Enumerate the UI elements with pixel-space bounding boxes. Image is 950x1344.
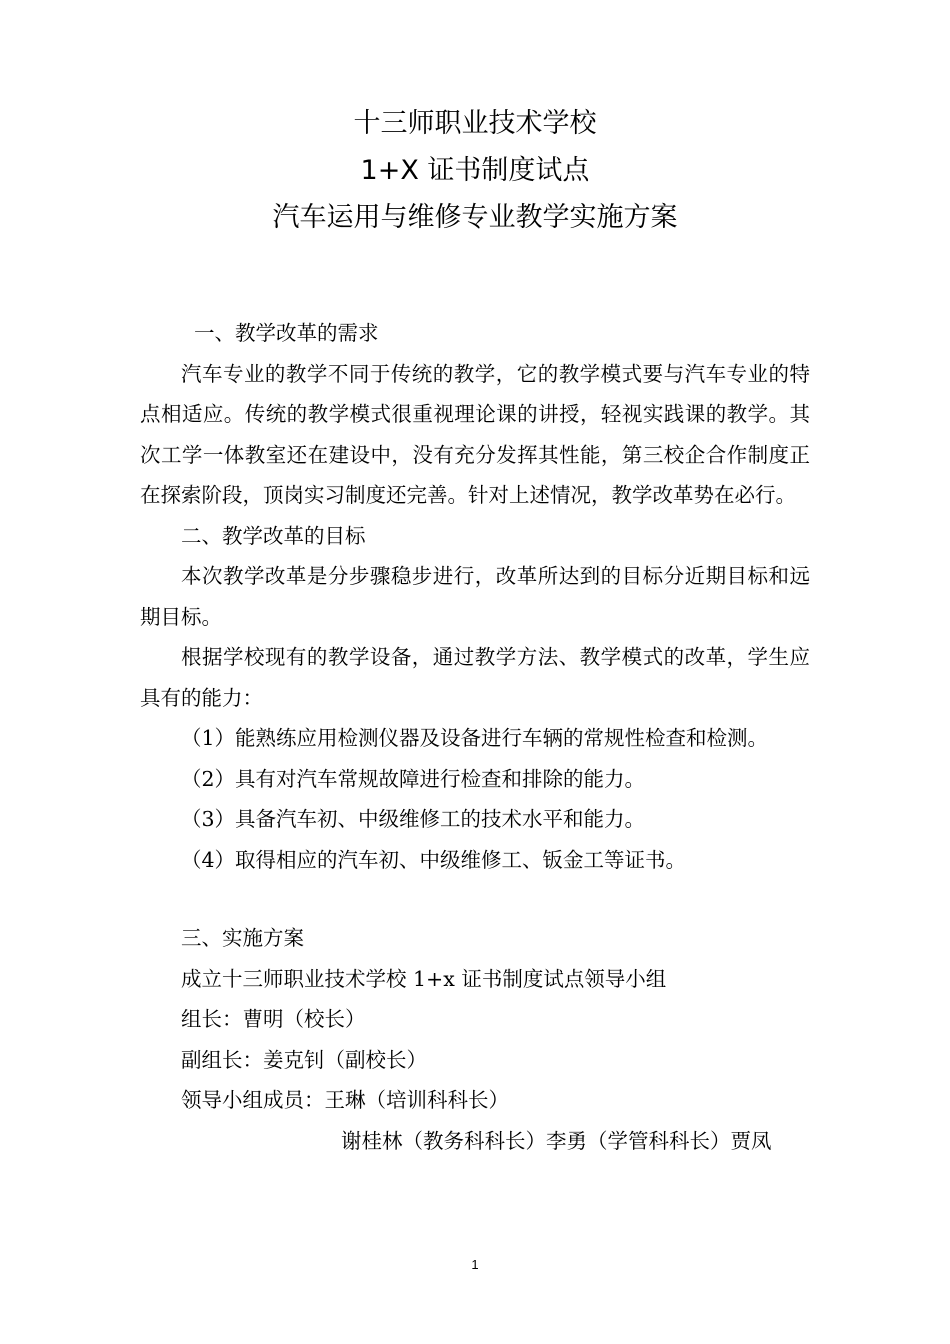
- section2-heading: 二、教学改革的目标: [181, 523, 366, 548]
- document-body: [140, 313, 810, 1161]
- title-school-name: 十三师职业技术学校: [353, 108, 597, 139]
- section3-heading: 三、实施方案: [181, 926, 304, 950]
- group-leader: 组长：曹明（校长）: [181, 1007, 366, 1031]
- ability-item-3: （3）具备汽车初、中级维修工的技术水平和能力。: [181, 807, 646, 831]
- deputy-leader: 副组长：姜克钊（副校长）: [181, 1047, 427, 1072]
- section3-line-1: 成立十三师职业技术学校 1+x 证书制度试点领导小组: [181, 966, 667, 991]
- ability-item-4: （4）取得相应的汽车初、中级维修工、钣金工等证书。: [181, 847, 687, 872]
- ability-item-1: （1）能熟练应用检测仪器及设备进行车辆的常规性检查和检测。: [181, 726, 769, 750]
- section1-heading: 一、教学改革的需求: [194, 321, 379, 345]
- section2-paragraph-2: 根据学校现有的教学设备，通过教学方法、教学模式的改革，学生应具有的能力：: [140, 645, 810, 710]
- document-title: [0, 100, 950, 241]
- section-spacer: [140, 880, 810, 918]
- page-number: 1: [471, 1257, 479, 1272]
- title-certificate-pilot: 1+X 证书制度试点: [360, 155, 590, 186]
- ability-item-2: （2）具有对汽车常规故障进行检查和排除的能力。: [181, 766, 646, 791]
- group-members: 领导小组成员：王琳（培训科科长）: [181, 1088, 509, 1112]
- title-plan-name: 汽车运用与维修专业教学实施方案: [272, 202, 678, 233]
- group-members-continued: 谢桂林（教务科科长）李勇（学管科科长）贾凤: [341, 1128, 772, 1153]
- section1-paragraph: 汽车专业的教学不同于传统的教学，它的教学模式要与汽车专业的特点相适应。传统的教学模式很重视理论课的讲授，轻视实践课的教学。其次工学一体教室还在建设中，没有充分发挥其性能，第三校企合作制度正在探索阶段，顶岗实习制度还完善。针对上述情况，教学改革势在必行。: [140, 361, 810, 507]
- section2-paragraph-1: 本次教学改革是分步骤稳步进行，改革所达到的目标分近期目标和远期目标。: [140, 564, 810, 629]
